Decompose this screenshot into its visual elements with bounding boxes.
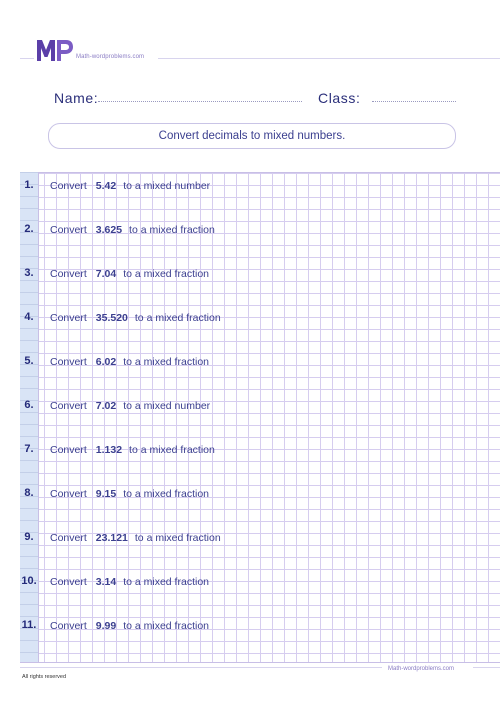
header-site-name: Math-wordproblems.com (76, 54, 145, 60)
question-verb: Convert (50, 444, 87, 456)
question-verb: Convert (50, 224, 87, 236)
question-item (20, 442, 480, 458)
question-task: to a mixed fraction (134, 312, 221, 324)
name-label: Name: (54, 90, 99, 106)
question-value: 9.99 (95, 620, 117, 632)
question-number: 10. (21, 575, 37, 587)
question-item (20, 266, 480, 282)
question-task: to a mixed number (123, 400, 211, 412)
footer-divider-left (20, 667, 382, 668)
question-item (20, 574, 480, 590)
name-field[interactable] (98, 101, 302, 102)
question-value: 1.132 (95, 444, 123, 456)
question-task: to a mixed fraction (123, 488, 209, 500)
question-verb: Convert (50, 488, 87, 500)
question-task: to a mixed fraction (129, 444, 215, 456)
question-text (50, 224, 215, 236)
question-item (20, 530, 480, 546)
question-item (20, 222, 480, 238)
question-text (50, 268, 209, 280)
question-verb: Convert (50, 620, 87, 632)
footer-site-name: Math-wordproblems.com (388, 666, 455, 672)
question-value: 9.15 (95, 488, 117, 500)
question-task: to a mixed number (123, 180, 211, 192)
question-number: 1. (24, 179, 34, 191)
question-text (50, 400, 210, 412)
question-task: to a mixed fraction (134, 532, 221, 544)
question-text (50, 488, 209, 500)
question-verb: Convert (50, 400, 87, 412)
question-value: 3.625 (95, 224, 123, 236)
question-task: to a mixed fraction (123, 576, 209, 588)
question-value: 23.121 (95, 532, 128, 544)
question-text (50, 444, 215, 456)
question-item (20, 354, 480, 370)
question-text (50, 312, 221, 324)
question-item (20, 178, 480, 194)
question-verb: Convert (50, 576, 87, 588)
mp-logo-icon (36, 38, 74, 62)
question-item (20, 618, 480, 634)
question-item (20, 310, 480, 326)
question-verb: Convert (50, 180, 87, 192)
question-number: 9. (24, 531, 34, 543)
question-number: 5. (24, 355, 34, 367)
question-text (50, 620, 209, 632)
question-verb: Convert (50, 312, 87, 324)
question-task: to a mixed fraction (123, 356, 209, 368)
question-value: 5.42 (95, 180, 117, 192)
question-number: 3. (24, 267, 34, 279)
question-number: 2. (24, 223, 34, 235)
question-number: 11. (21, 619, 37, 631)
question-number: 7. (24, 443, 34, 455)
header-divider-left (20, 58, 34, 59)
header-divider-right (158, 58, 500, 59)
question-number: 8. (24, 487, 34, 499)
question-text (50, 356, 209, 368)
question-task: to a mixed fraction (123, 268, 209, 280)
question-value: 7.04 (95, 268, 117, 280)
question-value: 6.02 (95, 356, 117, 368)
question-verb: Convert (50, 268, 87, 280)
instruction-banner: Convert decimals to mixed numbers. (48, 123, 456, 149)
footer-divider-right (473, 667, 500, 668)
question-item (20, 486, 480, 502)
question-task: to a mixed fraction (123, 620, 209, 632)
question-value: 35.520 (95, 312, 128, 324)
class-label: Class: (318, 90, 361, 106)
question-value: 3.14 (95, 576, 117, 588)
copyright-notice: All rights reserved (22, 674, 67, 680)
question-verb: Convert (50, 356, 87, 368)
question-number: 4. (24, 311, 34, 323)
question-verb: Convert (50, 532, 87, 544)
question-item (20, 398, 480, 414)
question-task: to a mixed fraction (129, 224, 215, 236)
question-text (50, 532, 221, 544)
class-field[interactable] (372, 101, 456, 102)
question-text (50, 576, 209, 588)
question-number: 6. (24, 399, 34, 411)
question-value: 7.02 (95, 400, 117, 412)
question-text (50, 180, 210, 192)
